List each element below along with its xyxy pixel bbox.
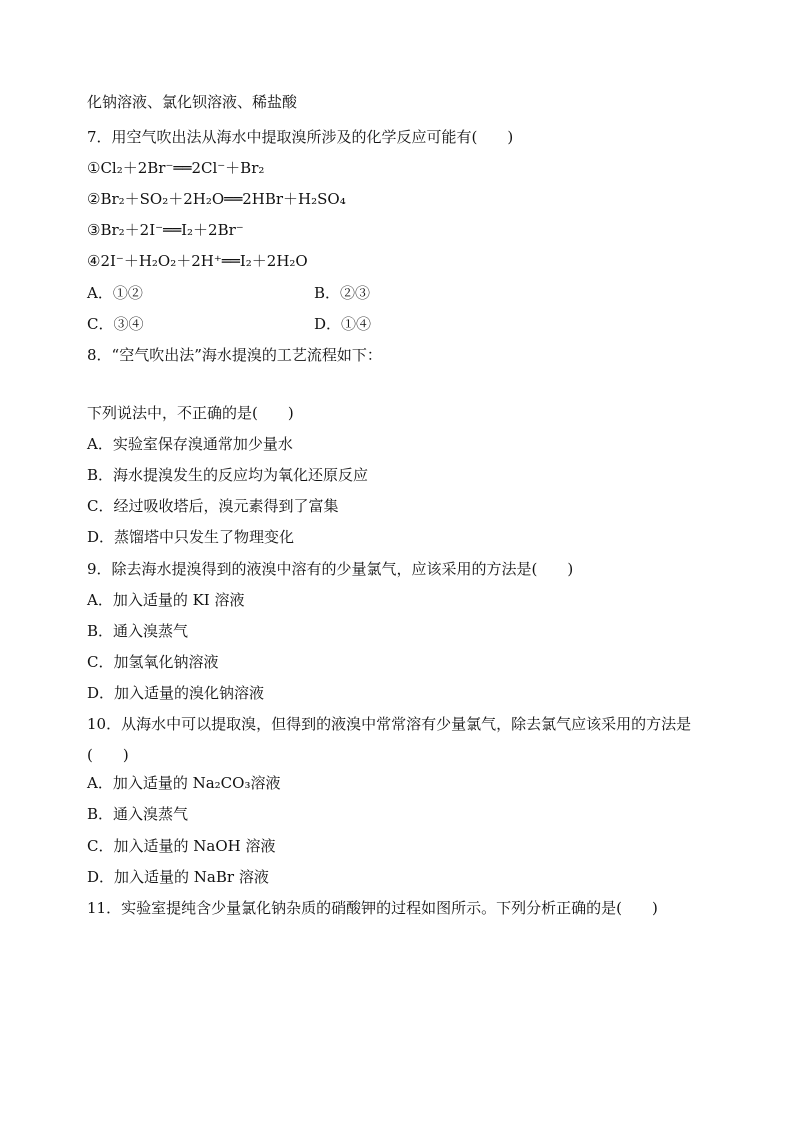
text-line-continuation: 化钠溶液、氯化钡溶液、稀盐酸 — [87, 93, 298, 111]
question-9-option-b: B．通入溴蒸气 — [87, 622, 189, 640]
question-9-option-d: D．加入适量的溴化钠溶液 — [87, 684, 265, 702]
question-10-option-d: D．加入适量的 NaBr 溶液 — [87, 868, 269, 886]
question-7-reaction-3: ③Br₂＋2I⁻══I₂＋2Br⁻ — [87, 221, 244, 239]
question-9-option-c: C．加氢氧化钠溶液 — [87, 653, 219, 671]
question-9-stem: 9．除去海水提溴得到的液溴中溶有的少量氯气，应该采用的方法是( ) — [87, 560, 574, 578]
question-7-reaction-2: ②Br₂＋SO₂＋2H₂O══2HBr＋H₂SO₄ — [87, 190, 346, 208]
question-8-option-a: A．实验室保存溴通常加少量水 — [87, 435, 293, 453]
question-10-stem: 10．从海水中可以提取溴，但得到的液溴中常常溶有少量氯气，除去氯气应该采用的方法是 — [87, 715, 692, 733]
question-8-option-b: B．海水提溴发生的反应均为氧化还原反应 — [87, 466, 369, 484]
question-9-option-a: A．加入适量的 KI 溶液 — [87, 591, 245, 609]
question-8-option-c: C．经过吸收塔后，溴元素得到了富集 — [87, 497, 339, 515]
question-7-option-b: B．②③ — [314, 284, 371, 302]
question-11-stem: 11．实验室提纯含少量氯化钠杂质的硝酸钾的过程如图所示。下列分析正确的是( ) — [87, 899, 658, 917]
question-8-option-d: D．蒸馏塔中只发生了物理变化 — [87, 528, 295, 546]
question-8-stem: 8．“空气吹出法”海水提溴的工艺流程如下： — [87, 346, 382, 364]
question-10-option-c: C．加入适量的 NaOH 溶液 — [87, 837, 276, 855]
question-7-reaction-4: ④2I⁻＋H₂O₂＋2H⁺══I₂＋2H₂O — [87, 252, 308, 270]
question-10-answer-paren: ( ) — [87, 746, 129, 764]
question-8-prompt: 下列说法中，不正确的是( ) — [87, 404, 294, 422]
question-10-option-a: A．加入适量的 Na₂CO₃溶液 — [87, 774, 281, 792]
question-7-option-c: C．③④ — [87, 315, 144, 333]
question-7-option-a: A．①② — [87, 284, 143, 302]
question-7-option-d: D．①④ — [314, 315, 372, 333]
question-10-option-b: B．通入溴蒸气 — [87, 805, 189, 823]
question-7-reaction-1: ①Cl₂＋2Br⁻══2Cl⁻＋Br₂ — [87, 159, 265, 177]
question-7-stem: 7．用空气吹出法从海水中提取溴所涉及的化学反应可能有( ) — [87, 128, 514, 146]
